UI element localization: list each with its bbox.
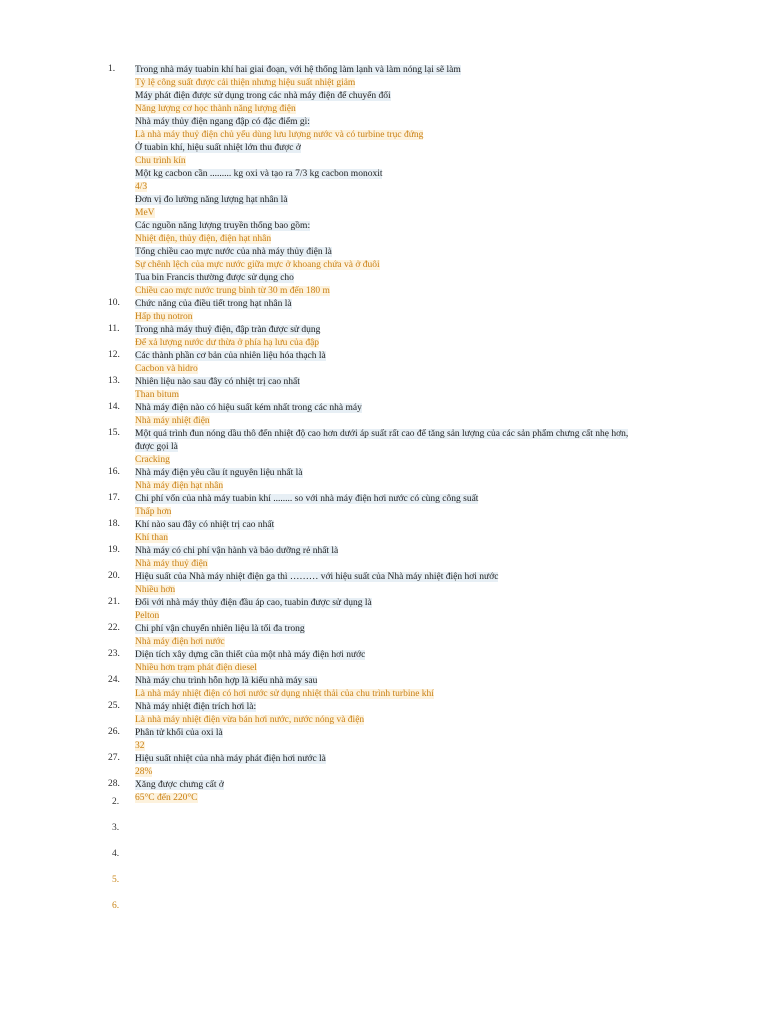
qa-document bbox=[0, 64, 768, 805]
question-text: Nhà máy chu trình hỗn hợp là kiểu nhà máy sau bbox=[135, 676, 318, 686]
question-text: Một quá trình đun nóng dầu thô đến nhiệt độ cao hơn dưới áp suất rất cao để tăng sản lượng của các sản phẩm chưng cất nhẹ hơn, bbox=[135, 429, 629, 439]
answer-text: MeV bbox=[135, 208, 155, 218]
question-text: Nhà máy thủy điện ngang đập có đặc điểm gì: bbox=[135, 117, 310, 127]
question-text: Xăng được chưng cất ở bbox=[135, 780, 224, 790]
question-text: Phân tử khối của oxi là bbox=[135, 728, 223, 738]
qa-item bbox=[0, 701, 768, 727]
qa-item bbox=[0, 493, 768, 519]
qa-item bbox=[0, 194, 768, 220]
answer-text: Pelton bbox=[135, 611, 160, 621]
question-text: Nhà máy nhiệt điện trích hơi là: bbox=[135, 702, 257, 712]
qa-item bbox=[0, 753, 768, 779]
item-number: 1. bbox=[108, 64, 116, 74]
answer-text: Nhà máy điện hơi nước bbox=[135, 637, 225, 647]
item-number: 14. bbox=[108, 402, 120, 412]
item-number: 28. bbox=[108, 779, 120, 789]
answer-text: Chu trình kín bbox=[135, 156, 186, 166]
answer-text: Năng lượng cơ học thành năng lượng điện bbox=[135, 104, 296, 114]
qa-item bbox=[0, 116, 768, 142]
answer-text: Cracking bbox=[135, 455, 170, 465]
trailing-number: 5. bbox=[112, 875, 120, 885]
question-text: Nhà máy điện yêu cầu ít nguyên liệu nhất là bbox=[135, 468, 303, 478]
qa-item bbox=[0, 649, 768, 675]
question-text: Ở tuabin khí, hiệu suất nhiệt lớn thu được ở bbox=[135, 143, 301, 153]
qa-item bbox=[0, 168, 768, 194]
answer-text: Sự chênh lệch của mực nước giữa mực ở khoang chứa và ở đuôi bbox=[135, 260, 380, 270]
qa-item bbox=[0, 246, 768, 272]
answer-text: Nhiệt điện, thủy điện, điện hạt nhân bbox=[135, 234, 272, 244]
item-number: 25. bbox=[108, 701, 120, 711]
item-number: 26. bbox=[108, 727, 120, 737]
qa-item bbox=[0, 571, 768, 597]
question-text: Đơn vị đo lường năng lượng hạt nhân là bbox=[135, 195, 288, 205]
item-number: 10. bbox=[108, 298, 120, 308]
question-text: Các nguồn năng lượng truyền thống bao gồm: bbox=[135, 221, 311, 231]
answer-text: Nhà máy nhiệt điện bbox=[135, 416, 210, 426]
question-text: Tổng chiều cao mực nước của nhà máy thủy điện là bbox=[135, 247, 332, 257]
answer-text: 28% bbox=[135, 767, 153, 777]
trailing-number: 2. bbox=[112, 797, 120, 807]
qa-item bbox=[0, 402, 768, 428]
item-number: 23. bbox=[108, 649, 120, 659]
question-text: Trong nhà máy tuabin khí hai giai đoạn, với hệ thống làm lạnh và làm nóng lại sẽ làm bbox=[135, 65, 461, 75]
trailing-number: 4. bbox=[112, 849, 120, 859]
question-text: Hiệu suất nhiệt của nhà máy phát điện hơi nước là bbox=[135, 754, 326, 764]
question-text: Các thành phần cơ bản của nhiên liệu hóa thạch là bbox=[135, 351, 326, 361]
item-number: 20. bbox=[108, 571, 120, 581]
answer-text: Nhiều hơn bbox=[135, 585, 176, 595]
item-number: 27. bbox=[108, 753, 120, 763]
answer-text: 32 bbox=[135, 741, 145, 751]
answer-text: Hấp thụ notron bbox=[135, 312, 193, 322]
answer-text: Là nhà máy thuỷ điện chủ yếu dùng lưu lượng nước và có turbine trục đứng bbox=[135, 130, 424, 140]
answer-text: Chiều cao mực nước trung bình từ 30 m đến 180 m bbox=[135, 286, 330, 296]
question-text: Khí nào sau đây có nhiệt trị cao nhất bbox=[135, 520, 275, 530]
answer-text: 65°C đến 220°C bbox=[135, 793, 198, 803]
item-number: 16. bbox=[108, 467, 120, 477]
qa-item bbox=[0, 220, 768, 246]
item-number: 18. bbox=[108, 519, 120, 529]
item-number: 17. bbox=[108, 493, 120, 503]
qa-item bbox=[0, 298, 768, 324]
answer-text: Để xả lượng nước dư thừa ở phía hạ lưu của đập bbox=[135, 338, 320, 348]
question-text: Diện tích xây dựng cần thiết của một nhà máy điện hơi nước bbox=[135, 650, 366, 660]
qa-item bbox=[0, 727, 768, 753]
answer-text: Cacbon và hidro bbox=[135, 364, 198, 374]
question-text: Máy phát điện được sử dụng trong các nhà máy điện để chuyển đổi bbox=[135, 91, 391, 101]
qa-item bbox=[0, 272, 768, 298]
qa-item bbox=[0, 350, 768, 376]
question-text: Trong nhà máy thuỷ điện, đập tràn được sử dụng bbox=[135, 325, 321, 335]
qa-item bbox=[0, 64, 768, 90]
item-number: 22. bbox=[108, 623, 120, 633]
answer-text: Than bitum bbox=[135, 390, 180, 400]
trailing-number: 3. bbox=[112, 823, 120, 833]
qa-item bbox=[0, 90, 768, 116]
question-text: Một kg cacbon cần ......... kg oxi và tạo ra 7/3 kg cacbon monoxit bbox=[135, 169, 383, 179]
answer-text: Tỷ lệ công suất được cải thiện nhưng hiệu suất nhiệt giảm bbox=[135, 78, 356, 88]
item-number: 21. bbox=[108, 597, 120, 607]
qa-item bbox=[0, 376, 768, 402]
question-text: Nhà máy có chi phí vận hành và bảo dưỡng rẻ nhất là bbox=[135, 546, 339, 556]
answer-text: Khí than bbox=[135, 533, 168, 543]
qa-item bbox=[0, 597, 768, 623]
question-text: Đối với nhà máy thủy điện đầu áp cao, tuabin được sử dụng là bbox=[135, 598, 372, 608]
question-text: Chi phí vốn của nhà máy tuabin khí ........ so với nhà máy điện hơi nước có cùng công suất bbox=[135, 494, 479, 504]
question-text-continued: được gọi là bbox=[135, 442, 178, 452]
question-text: Chức năng của điều tiết trong hạt nhân là bbox=[135, 299, 292, 309]
item-number: 24. bbox=[108, 675, 120, 685]
item-number: 13. bbox=[108, 376, 120, 386]
answer-text: Nhà máy thuỷ điện bbox=[135, 559, 208, 569]
qa-item bbox=[0, 545, 768, 571]
answer-text: Là nhà máy nhiệt điện vừa bán hơi nước, nước nóng và điện bbox=[135, 715, 365, 725]
qa-item bbox=[0, 675, 768, 701]
qa-item bbox=[0, 623, 768, 649]
question-text: Nhiên liệu nào sau đây có nhiệt trị cao nhất bbox=[135, 377, 300, 387]
answer-text: Là nhà máy nhiệt điện có hơi nước sử dụng nhiệt thải của chu trình turbine khí bbox=[135, 689, 434, 699]
question-text: Nhà máy điện nào có hiệu suất kém nhất trong các nhà máy bbox=[135, 403, 362, 413]
question-text: Tua bin Francis thường được sử dụng cho bbox=[135, 273, 294, 283]
item-number: 15. bbox=[108, 428, 120, 438]
trailing-number: 6. bbox=[112, 901, 120, 911]
question-text: Chi phí vận chuyển nhiên liệu là tối đa trong bbox=[135, 624, 305, 634]
qa-item bbox=[0, 467, 768, 493]
answer-text: Nhà máy điện hạt nhân bbox=[135, 481, 224, 491]
answer-text: Thấp hơn bbox=[135, 507, 172, 517]
item-number: 12. bbox=[108, 350, 120, 360]
qa-item bbox=[0, 519, 768, 545]
qa-item bbox=[0, 142, 768, 168]
qa-item bbox=[0, 428, 768, 467]
qa-item bbox=[0, 324, 768, 350]
answer-text: 4/3 bbox=[135, 182, 148, 192]
answer-text: Nhiều hơn trạm phát điện diesel bbox=[135, 663, 257, 673]
item-number: 11. bbox=[108, 324, 120, 334]
question-text: Hiệu suất của Nhà máy nhiệt điện ga thì ……… với hiệu suất của Nhà máy nhiệt điện hơi nước bbox=[135, 572, 499, 582]
item-number: 19. bbox=[108, 545, 120, 555]
